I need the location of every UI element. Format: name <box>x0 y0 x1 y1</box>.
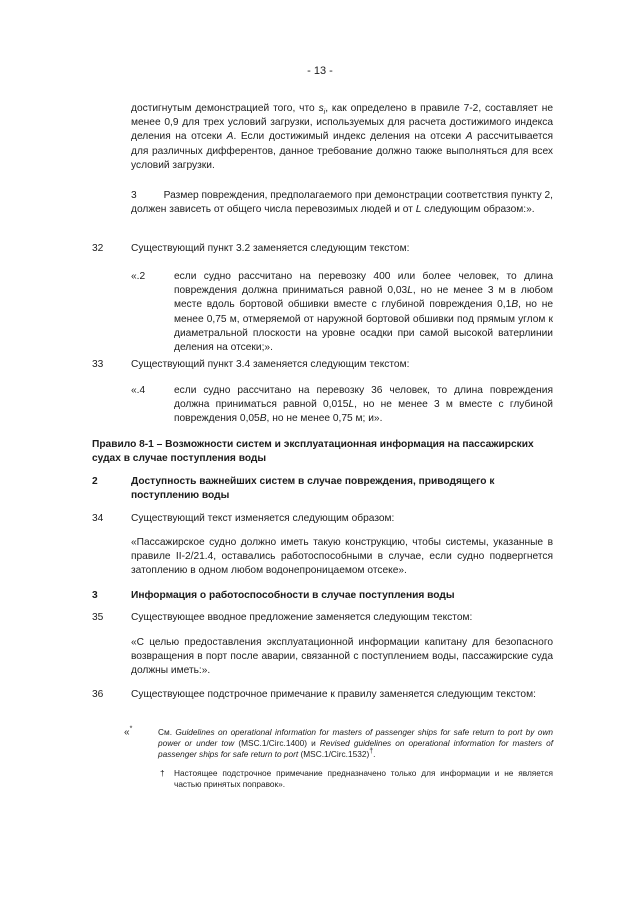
rule-heading: Правило 8-1 – Возможности систем и эксплуатационная информация на пассажирских судах в случае поступления воды <box>92 439 534 465</box>
text-run: A <box>226 131 234 143</box>
text-run: достигнутым демонстрацией того, что <box>131 103 319 114</box>
quote-35: «С целью предоставления эксплуатационной информации капитану для безопасного возвращения в порт после аварии, связанной с поступлением воды, пассажирские суда должны иметь:». <box>131 637 553 677</box>
text-run: s <box>318 103 324 114</box>
text-run: См. <box>158 727 176 737</box>
text-run: A <box>465 131 473 143</box>
section-heading: Информация о работоспособности в случае поступления воды <box>131 590 455 601</box>
text-run: , но не менее 3 м вместе с глубиной повреждения 0,05 <box>174 399 553 425</box>
item-34-text: Существующий текст изменяется следующим образом: <box>131 513 395 524</box>
text-run: если судно рассчитано на перевозку 36 человек, то длина повреждения должна приниматься равной 0,015 <box>174 385 553 411</box>
item-number: 32 <box>92 243 104 254</box>
text-run: , но не менее 3 м в любом месте вдоль бортовой обшивки вместе с глубиной повреждения 0,1 <box>174 285 553 311</box>
item-number: 35 <box>92 612 104 623</box>
paragraph-continuation <box>131 102 553 173</box>
text-run: (MSC.1/Circ.1400) и <box>234 738 320 748</box>
subitem-33-text <box>174 384 553 427</box>
quote-34: «Пассажирское судно должно иметь такую конструкцию, чтобы системы, указанные в правиле II-2/21.4, оставались работоспособными в случае, если судно подвергнется затоплению в одном любом водонепроницаемом отсеке». <box>131 537 553 577</box>
text-run: (MSC.1/Circ.1532) <box>298 749 370 759</box>
text-run: L <box>407 285 413 297</box>
text-run: , но не менее 0,75 м; и». <box>266 413 383 425</box>
item-33-text: Существующий пункт 3.4 заменяется следующим текстом: <box>131 359 410 370</box>
item-number: 34 <box>92 513 104 524</box>
footnote-text <box>158 727 553 760</box>
text-run: Guidelines on operational information for masters of passenger ships for safe return to port by own power or under tow <box>158 727 553 748</box>
text-run: Revised guidelines on operational information for masters of passenger ships for safe return to port <box>158 738 553 759</box>
subitem-32-text <box>174 270 553 355</box>
section-number: 3 <box>92 590 98 601</box>
section-heading: Доступность важнейших систем в случае повреждения, приводящего к поступлению воды <box>131 476 495 502</box>
item-32-text: Существующий пункт 3.2 заменяется следующим текстом: <box>131 243 410 254</box>
paragraph-3 <box>131 189 553 217</box>
item-number: 36 <box>92 689 104 700</box>
footnote-quote-mark <box>124 727 132 738</box>
item-number: 33 <box>92 359 104 370</box>
footnote-dagger: † <box>160 768 165 778</box>
footnote-star: * <box>129 725 133 733</box>
text-run: . Если достижимый индекс деления на отсеки <box>233 131 466 143</box>
text-run: следующим образом:». <box>421 204 535 216</box>
text-run: , но не менее 0,75 м, отмеряемой от наружной бортовой обшивки под прямым углом к диаметральной плоскости на уровне осадки при самой высокой ватерлинии деления на отсеки;». <box>174 299 553 354</box>
text-run: рассчитывается для различных дифферентов, данное требование должно также выполняться для всех условий загрузки. <box>131 131 553 171</box>
text-run: L <box>415 204 422 216</box>
text-subscript: i <box>323 109 326 117</box>
text-run: , как определено в правиле 7-2, составляет не менее 0,9 для трех условий загрузки, используемых для расчета достижимого индекса деления на отсеки <box>131 103 553 143</box>
text-run: Размер повреждения, предполагаемого при демонстрации соответствия пункту 2, должен зависеть от общего числа перевозимых людей и от <box>131 190 553 216</box>
item-35-text: Существующее вводное предложение заменяется следующим текстом: <box>131 612 473 623</box>
footnote-2-text: Настоящее подстрочное примечание предназначено только для информации и не является частью принятых поправок». <box>174 768 553 789</box>
text-run: B <box>259 413 267 425</box>
quote-mark: « <box>124 727 130 738</box>
page-number: - 13 - <box>307 65 333 77</box>
subitem-marker: «.2 <box>131 271 146 282</box>
paragraph-number: 3 <box>131 190 137 201</box>
section-number: 2 <box>92 476 98 487</box>
item-36-text: Существующее подстрочное примечание к правилу заменяется следующим текстом: <box>131 689 536 700</box>
text-run: если судно рассчитано на перевозку 400 или более человек, то длина повреждения должна приниматься равной 0,03 <box>174 271 553 297</box>
dagger-mark: † <box>369 748 374 756</box>
text-run: B <box>511 299 519 311</box>
text-run: L <box>348 399 355 411</box>
subitem-marker: «.4 <box>131 385 146 396</box>
text-run: . <box>373 749 376 759</box>
